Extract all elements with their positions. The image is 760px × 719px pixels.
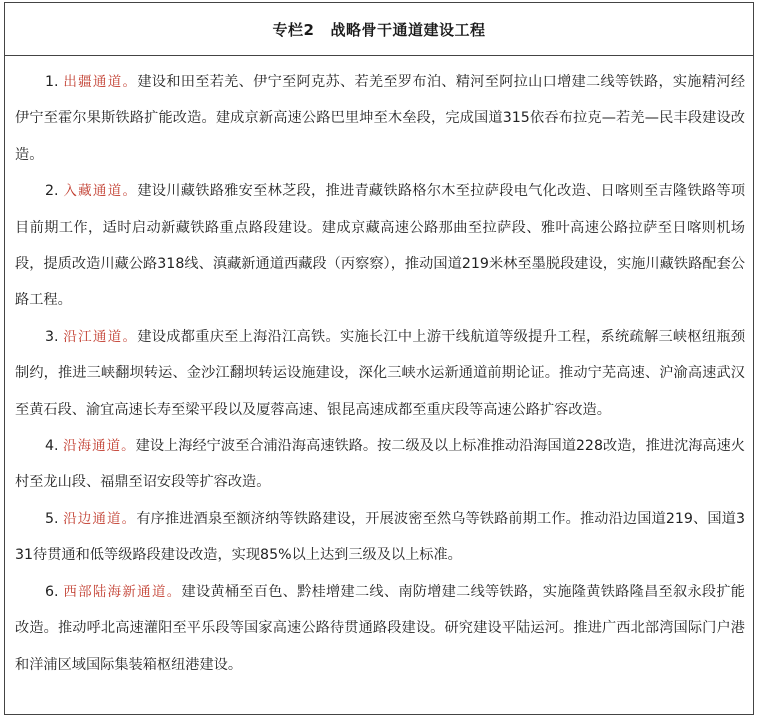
item-keyword: 沿海通道。 [63,438,136,455]
item-number: 5. [45,510,59,527]
item-number: 1. [45,74,59,90]
item-keyword: 西部陆海新通道。 [63,583,182,600]
item-paragraph-3 [15,319,745,428]
item-keyword: 沿边通道。 [63,510,137,527]
box-body [5,56,753,683]
item-paragraph-4 [15,428,745,501]
item-number: 2. [45,183,59,200]
box-title-text: 战略骨干通道建设工程 [330,20,486,39]
box-title-label: 专栏2 [272,20,315,39]
item-text: 建设上海经宁波至合浦沿海高速铁路。按二级及以上标准推动沿海国道228改造，推进沈海高速火村至龙山段、福鼎至诏安段等扩容改造。 [15,438,745,491]
item-text: 有序推进酒泉至额济纳等铁路建设，开展波密至然乌等铁路前期工作。推动沿边国道219、国道331待贯通和低等级路段建设改造，实现85%以上达到三级及以上标准。 [15,510,746,564]
box-title [5,3,753,56]
item-paragraph-6 [15,574,745,683]
item-keyword: 沿江通道。 [63,328,138,345]
item-number: 6. [45,583,59,600]
item-paragraph-5 [15,501,745,574]
item-paragraph-2 [15,173,745,319]
item-text: 建设川藏铁路雅安至林芝段，推进青藏铁路格尔木至拉萨段电气化改造、日喀则至吉隆铁路等项目前期工作，适时启动新藏铁路重点路段建设。建成京藏高速公路那曲至拉萨段、雅叶高速公路拉萨至日喀则机场段，提质改造川藏公路318线、滇藏新通道西藏段（丙察察），推动国道219米林至墨脱段建设，实施川藏铁路配套公路工程。 [15,183,746,309]
feature-box [4,2,754,715]
item-keyword: 出疆通道。 [63,74,138,90]
item-text: 建设黄桶至百色、黔桂增建二线、南防增建二线等铁路，实施隆黄铁路隆昌至叙永段扩能改造。推动呼北高速灌阳至平乐段等国家高速公路待贯通路段建设。研究建设平陆运河。推进广西北部湾国际门户港和洋浦区域国际集装箱枢纽港建设。 [15,583,745,673]
item-paragraph-1 [15,64,745,173]
item-text: 建设和田至若羌、伊宁至阿克苏、若羌至罗布泊、精河至阿拉山口增建二线等铁路，实施精河经伊宁至霍尔果斯铁路扩能改造。建成京新高速公路巴里坤至木垒段，完成国道315依吞布拉克—若羌—民丰段建设改造。 [15,74,746,163]
item-number: 3. [45,328,59,345]
item-text: 建设成都重庆至上海沿江高铁。实施长江中上游干线航道等级提升工程，系统疏解三峡枢纽瓶颈制约，推进三峡翻坝转运、金沙江翻坝转运设施建设，深化三峡水运新通道前期论证。推动宁芜高速、沪渝高速武汉至黄石段、渝宜高速长寿至梁平段以及厦蓉高速、银昆高速成都至重庆段等高速公路扩容改造。 [15,328,746,418]
item-keyword: 入藏通道。 [63,183,138,200]
item-number: 4. [45,438,59,455]
